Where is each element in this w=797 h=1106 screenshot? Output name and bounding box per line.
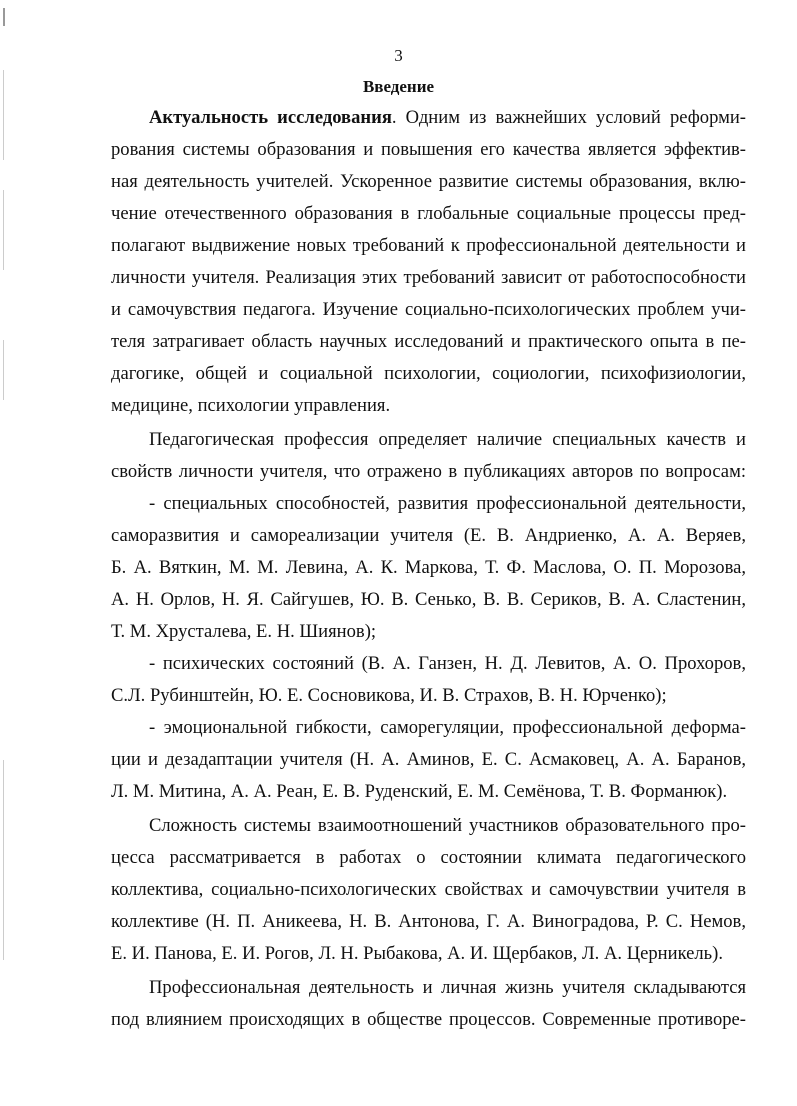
text-line: рования системы образования и повышения его качества является эффектив- [111, 139, 746, 160]
text-line: коллективе (Н. П. Аникеева, Н. В. Антонова, Г. А. Виноградова, Р. С. Немов, [111, 911, 746, 932]
text-line: личности учителя. Реализация этих требований зависит от работоспособности [111, 267, 746, 288]
text-line: теля затрагивает область научных исследований и практического опыта в пе- [111, 331, 746, 352]
text-line: свойств личности учителя, что отражено в публикациях авторов по вопросам: [111, 461, 746, 482]
text-line [149, 106, 746, 130]
text-line: А. Н. Орлов, Н. Я. Сайгушев, Ю. В. Сенько, В. В. Сериков, В. А. Сластенин, [111, 589, 746, 610]
scan-artifact [3, 70, 4, 160]
text-line: чение отечественного образования в глобальные социальные процессы пред- [111, 203, 746, 224]
text-line: Профессиональная деятельность и личная жизнь учителя складываются [149, 977, 746, 998]
text-line: Т. М. Хрусталева, Е. Н. Шиянов); [111, 621, 377, 642]
text-line: - эмоциональной гибкости, саморегуляции, профессиональной деформа- [149, 717, 746, 738]
text-line: полагают выдвижение новых требований к профессиональной деятельности и [111, 235, 746, 256]
text-line: С.Л. Рубинштейн, Ю. Е. Сосновикова, И. В. Страхов, В. Н. Юрченко); [111, 685, 667, 706]
scan-artifact [3, 760, 4, 960]
text-line: - специальных способностей, развития профессиональной деятельности, [149, 493, 746, 514]
text-line: и самочувствия педагога. Изучение социально-психологических проблем учи- [111, 299, 746, 320]
scan-artifact [3, 340, 4, 400]
text-line: ная деятельность учителей. Ускоренное развитие системы образования, вклю- [111, 171, 746, 192]
text-line: коллектива, социально-психологических свойствах и самочувствии учителя в [111, 879, 746, 900]
text-line-bold-lead: Актуальность исследования [149, 107, 392, 128]
text-line: - психических состояний (В. А. Ганзен, Н. Д. Левитов, А. О. Прохоров, [149, 653, 746, 674]
text-line: Б. А. Вяткин, М. М. Левина, А. К. Маркова, Т. Ф. Маслова, О. П. Морозова, [111, 557, 746, 578]
page-title: Введение [362, 77, 435, 96]
text-line: дагогике, общей и социальной психологии, социологии, психофизиологии, [111, 363, 746, 384]
page-number: 3 [394, 46, 403, 65]
text-line: под влиянием происходящих в обществе процессов. Современные противоре- [111, 1009, 746, 1030]
scan-artifact [3, 190, 4, 270]
text-line-rest: . Одним из важнейших условий реформи- [391, 107, 746, 128]
text-line: ции и дезадаптации учителя (Н. А. Аминов, Е. С. Асмаковец, А. А. Баранов, [111, 749, 746, 770]
text-line: Педагогическая профессия определяет наличие специальных качеств и [149, 429, 746, 450]
scan-artifact [3, 8, 5, 26]
text-line: Л. М. Митина, А. А. Реан, Е. В. Руденский, Е. М. Семёнова, Т. В. Форманюк). [111, 781, 728, 802]
text-line: саморазвития и самореализации учителя (Е. В. Андриенко, А. А. Веряев, [111, 525, 746, 546]
text-line: Сложность системы взаимоотношений участников образовательного про- [149, 815, 746, 836]
text-line: медицине, психологии управления. [111, 395, 391, 416]
text-line: цесса рассматривается в работах о состоянии климата педагогического [111, 847, 746, 868]
text-line: Е. И. Панова, Е. И. Рогов, Л. Н. Рыбакова, А. И. Щербаков, Л. А. Церникель). [111, 943, 723, 964]
